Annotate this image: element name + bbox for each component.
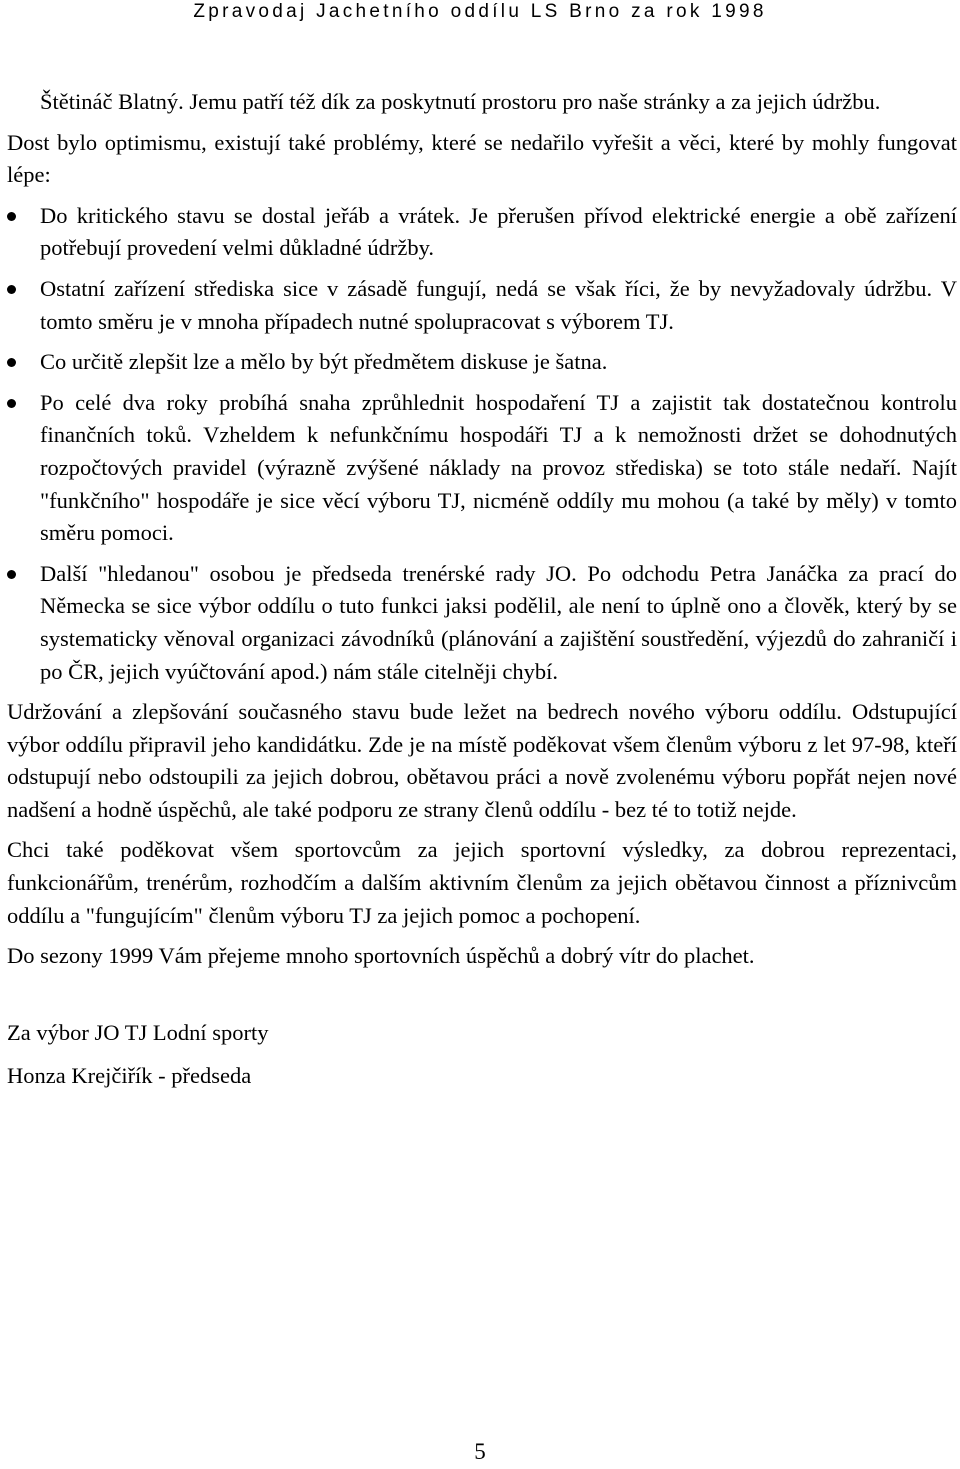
list-item (7, 387, 957, 550)
document-body (7, 86, 957, 1093)
signature-organization: Za výbor JO TJ Lodní sporty (7, 1019, 269, 1045)
bullet-icon (7, 570, 16, 579)
list-item-text: Do kritického stavu se dostal jeřáb a vrátek. Je přerušen přívod elektrické energie a obě zařízení potřebují provedení velmi důkladné údržby. (40, 202, 957, 261)
list-item-text: Další "hledanou" osobou je předseda trenérské rady JO. Po odchodu Petra Janáčka za prací do Německa se sice výbor oddílu o tuto funkci jaksi podělil, ale není to úplně ono a člověk, který by se systematicky věnoval organizaci závodníků (plánování a zajištění soustředění, výjezdů do zahraničí i po ČR, jejich vyúčtování apod.) nám stále citelněji chybí. (40, 560, 957, 684)
bullet-icon (7, 285, 16, 294)
paragraph-committee: Udržování a zlepšování současného stavu bude ležet na bedrech nového výboru oddílu. Odstupující výbor oddílu připravil jeho kandidátku. Zde je na místě poděkovat všem členům výboru z let 97-98, kteří odstupují nebo odstoupili za jejich dobrou, obětavou práci a nově zvolenému výboru popřát nejen nové nadšení a hodně úspěchů, ale také podporu ze strany členů oddílu - bez té to totiž nejde. (7, 699, 957, 822)
list-item-text: Po celé dva roky probíhá snaha zprůhlednit hospodaření TJ a zajistit tak dostatečnou kontrolu finančních toků. Vzheldem k nefunkčnímu hospodáři TJ a k nemožnosti držet se dohodnutých rozpočtových pravidel (výrazně zvýšené náklady na provoz střediska) se toto stále nedaří. Najít "funkčního" hospodáře je sice věcí výboru TJ, nicméně oddíly mu mohou (a také by měly) v tomto směru pomoci. (40, 389, 957, 546)
problems-list (7, 200, 957, 688)
list-item-text: Ostatní zařízení střediska sice v zásadě fungují, nedá se však říci, že by nevyžadovaly údržbu. V tomto směru je v mnoha případech nutné spolupracovat s výborem TJ. (40, 275, 957, 334)
bullet-icon (7, 212, 16, 221)
list-item (7, 200, 957, 265)
signature-name: Honza Krejčiřík - předseda (7, 1063, 252, 1089)
bullet-icon (7, 358, 16, 367)
paragraph-thanks: Chci také poděkovat všem sportovcům za jejich sportovní výsledky, za dobrou reprezentaci, funkcionářům, trenérům, rozhodčím a dalším aktivním členům za jejich obětavou činnost a příznivcům oddílu a "fungujícím" členům výboru TJ za jejich pomoc a pochopení. (7, 837, 957, 928)
bullet-icon (7, 399, 16, 408)
paragraph-acknowledgement: Štětináč Blatný. Jemu patří též dík za poskytnutí prostoru pro naše stránky a za jejich údržbu. (40, 89, 881, 114)
page-number: 5 (474, 1439, 486, 1464)
paragraph-problems-intro: Dost bylo optimismu, existují také problémy, které se nedařilo vyřešit a věci, které by mohly fungovat lépe: (7, 129, 957, 188)
running-header: Zpravodaj Jachetního oddílu LS Brno za rok 1998 (193, 1, 767, 22)
list-item-text: Co určitě zlepšit lze a mělo by být předmětem diskuse je šatna. (40, 349, 608, 375)
list-item (7, 273, 957, 338)
list-item (7, 558, 957, 688)
list-item (7, 346, 957, 379)
paragraph-wishes: Do sezony 1999 Vám přejeme mnoho sportovních úspěchů a dobrý vítr do plachet. (7, 943, 755, 969)
